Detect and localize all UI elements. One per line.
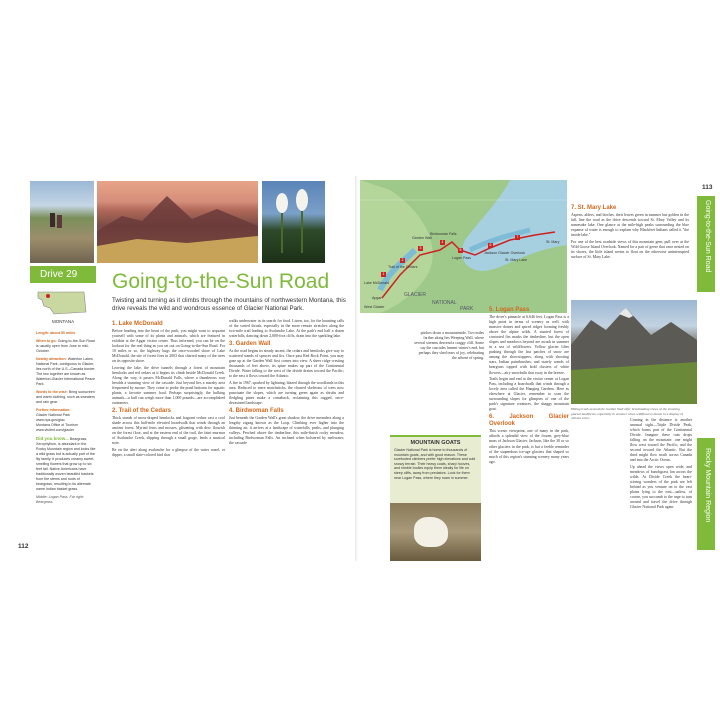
stop-5-heading: 5. Logan Pass — [489, 307, 530, 313]
right-column-3 — [571, 203, 689, 261]
map-label-apgar: Apgar — [372, 296, 382, 300]
stop-5-para-2: Trails begin and end at the visitor center at Logan Pass, including a boardwalk that winds through a lovely area called the Hanging Gardens. Here as elsewhere at Glacier, remember to scan the surrounding slopes for glimpses of one of the park's signature creatures, the shaggy mountain goat. — [489, 377, 569, 412]
right-column-1 — [414, 331, 484, 363]
stop-3-heading: 3. Garden Wall — [229, 341, 271, 348]
map-label-park: PARK — [460, 306, 474, 312]
map-label-st-mary-lake: St. Mary Lake — [505, 258, 528, 262]
map-label-trail-cedars: Trail of the Cedars — [388, 265, 418, 269]
stop-1-para-1: Before heading into the heart of the park, you might want to acquaint yourself with some of its plants and animals, which are featured in exhibits at the Apgar visitor center. Thus informed, you can be on the lookout for the real thing as you set out on Going-to-the-Sun Road. For 10 miles or so, the highway hugs the once-wooded shore of Lake McDonald, the site of forest fires in 2003 that charred many of the trees on its opposite shore. — [112, 329, 225, 364]
stop-2-heading: 2. Trail of the Cedars — [112, 408, 172, 415]
map-marker-5: 5 — [459, 248, 462, 252]
stop-1-para-2: Leaving the lake, the drive tunnels through a forest of mountain hemlocks and red cedars as it begins its climb beside McDonald Creek. Along the way, it passes McDonald Falls, where a thunderous roar heralds a stunning view of the cascade. Just beyond lies a marshy area frequented by moose. They come to probe the pond bottoms for aquatic plants, a favorite summer food. Perhaps surprisingly, the hulking animals—a bull can weigh more than 1,000 pounds—are accomplished swimmers. — [112, 365, 225, 406]
length-text: Length: about 50 miles — [36, 331, 76, 335]
right-column-4 — [630, 418, 692, 512]
goat-photo — [390, 503, 481, 561]
page-number-left: 112 — [18, 543, 29, 550]
map-label-logan-pass: Logan Pass — [452, 256, 471, 260]
map-label-national: NATIONAL — [432, 300, 457, 306]
goats-text: Glacier National Park is home to thousands of mountain goats, and with good reason. These surefooted climbers prefer high elevations and cold snowy terrain. Their heavy coats, sharp hooves, and nimble bodies equip them ideally for life on steep cliffs, away from predators. Look for them near Logan Pass, where they roam in summer. — [394, 448, 476, 480]
map-label-birdwoman: Birdwoman Falls — [430, 232, 457, 236]
map-label-lake-mcdonald: Lake McDonald — [364, 281, 389, 285]
stop-7-para-2: For one of the best roadside views of this mountain gem, pull over at the Wild Goose Island Overlook. Named for a pair of geese that once nested on its shores, the little island seems to float on the otherwise uninterrupted surface of St. Mary Lake. — [571, 239, 689, 259]
left-column-1 — [112, 319, 225, 460]
map-label-glacier: GLACIER — [404, 292, 426, 298]
stop-4-continued: pitches down a mountainside. Two miles farther along lies Weeping Wall, where several streams descend a craggy cliff. Some say the cascades lament winter's end, but perhaps they shed tears of joy, celebrating the advent of spring. — [414, 331, 484, 361]
stop-3-para-1: As the road begins its steady ascent, the cedars and hemlocks give way to scattered stands of spruces and firs. Once past Red Rock Point, you may gaze up at the Garden Wall first comes into view. A sheer ridge cresting thousands of feet above, its spine makes up part of the Continental Divide. Water falling to the west of the divide drains toward the Pacific; to the east it flows toward the Atlantic. — [229, 349, 344, 379]
did-you-know-heading: Did you know... — [36, 436, 69, 441]
side-tab-title-text: Going-to-the-Sun Road — [704, 200, 711, 273]
stop-2-para-2: Be on the alert along avalanche for a glimpse of the water ouzel, or dipper, a small slate-colored bird that — [112, 447, 225, 458]
intro-text: Twisting and turning as it climbs through the mountains of northwestern Montana, this drive reveals the wild and wondrous essence of Glacier National Park. — [112, 297, 346, 312]
info-text-2: Montana Office of Tourism www.visitmt.com/glacier — [36, 423, 78, 432]
page-title: Going-to-the-Sun Road — [112, 270, 330, 293]
photo-beargrass — [262, 181, 325, 263]
stop-4-para-1: Just beneath the Garden Wall's great shadow, the drive meanders along a lengthy zigzag known as the Loop. Climbing ever higher into the thinning air, it arrives at a landscape of waterfalls, peaks, and plunging valleys. Perched above the timberline, this mile-finish rocky meadow, including Birdwoman Falls. An inclined when bolstered by meltwater, the cascade — [229, 416, 344, 446]
nearby-label: Nearby attraction: — [36, 357, 67, 361]
map-label-garden-wall: Garden Wall — [412, 236, 432, 240]
sidebar — [36, 331, 96, 508]
route-map — [360, 180, 567, 313]
nearby-text: Waterton Lakes National Park, contiguous to Glacier, lies north of the U.S.–Canada border. The two together are known as Waterton-Glacier International Peace Park. — [36, 357, 96, 386]
side-tab-region-text: Rocky Mountain Region — [704, 448, 711, 523]
meadow-caption: Hiking trails around the Garden Wall offer breathtaking views of the stunning glacial landforms, especially in summer when wildflowers bloom in a display of vibrant color. — [571, 407, 683, 421]
mountain-goats-box — [390, 435, 481, 561]
stop-7-heading: 7. St. Mary Lake — [571, 205, 617, 211]
map-label-jackson: Jackson Glacier Overlook — [484, 251, 525, 255]
stop-4-heading: 4. Birdwoman Falls — [229, 408, 284, 415]
side-tab-title — [697, 196, 715, 292]
info-label: Further information: — [36, 408, 71, 412]
map-marker-7: 7 — [516, 235, 519, 239]
map-marker-6: 6 — [489, 243, 492, 247]
map-marker-3: 3 — [419, 246, 422, 250]
col4-para-1: Craning in the distance is another unusual sight—Triple Divide Peak, which forms part of the Continental Divide. Imagine these rain drops falling on the mountain: one might flow west toward the Pacific, and the second toward the Atlantic. But the third might flow north across Canada and into the Arctic Ocean. — [630, 418, 692, 463]
photo-trail — [30, 181, 94, 263]
photo-mountain-meadow — [571, 300, 697, 404]
col2-para-1: walks underwater in its search for food. Listen, too, for the haunting calls of the varied thrush, especially in the more remote stretches along the two-mile trail leading to Avalanche Lake. At the path's end half a dozen waterfalls, dancing down 2,000-foot cliffs, drain into the sparkling lake. — [229, 319, 344, 339]
col4-para-2: Up ahead the views open wide, and meadows of bunchgrass fan across the wilds. At Divide Creek the heart-stirring wonders of the park are left behind as you venture on to the vast plains lying to the east—unless, of course, you succumb to the urge to turn around and travel the drive through Glacier National Park again. — [630, 464, 692, 510]
stop-3-para-2: A fire in 1967, sparked by lightning, blazed through the woodlands in this area. Reduced to mere matchsticks, the charred skeletons of trees now punctuate the slopes, which are turning green again as shrubs and fledgling pines make a comeback, reclaiming this rugged, once-devastated landscape. — [229, 380, 344, 406]
drive-number-tab: Drive 29 — [30, 266, 96, 283]
map-label-west-glacier: West Glacier — [364, 305, 385, 309]
photo-caption: Middle: Logan Pass. Far right: Beargrass. — [36, 495, 84, 504]
montana-locator-map — [36, 290, 88, 316]
info-text: Glacier National Park www.nps.gov/glac — [36, 413, 70, 422]
goats-title: MOUNTAIN GOATS — [410, 440, 461, 446]
words-label: Words to the wise: — [36, 390, 68, 394]
stop-6-heading: 6. Jackson Glacier Overlook — [489, 414, 569, 428]
photo-logan-pass — [97, 181, 258, 263]
did-you-know-text: Beargrass, Xerophyllum, is abundant in the Rocky Mountain region and looks like a wild grass but is actually part of the lily family. It produces creamy sweet-smelling flowers that grow up to six feet tall. Native Americans have traditionally woven beautiful baskets from the stems and roots of beargrass, resulting in its alternate name Indian basket grass. — [36, 437, 96, 491]
stop-1-heading: 1. Lake McDonald — [112, 321, 163, 327]
map-marker-2: 2 — [401, 258, 404, 262]
map-marker-1: 1 — [382, 272, 385, 276]
left-column-2 — [229, 319, 344, 448]
stop-5-para-1: The drive's pinnacle at 6,646 feet, Logan Pass is a high point in terms of scenery as well, with massive domes and spired ridges looming freshly above the alpine wilds. A stunted forest of contorted firs marks the timberline, but the open slopes and meadows beyond are awash in summer in a sea of wildflowers. Yellow glacier lilies pushing through the last patches of snow are among the showstoppers, along with shooting stars, Indian paintbrushes, and stately wands of beargrass topped with bold clusters of white flowers—airy snowballs that sway in the breeze. — [489, 315, 569, 375]
map-marker-4: 4 — [441, 240, 444, 244]
stop-6-para-1: This scenic viewpoint, one of many in the park, affords a splendid view of the frozen, grey-blue mass of Jackson Glacier. Jackson, like the 30 or so other glaciers in the park, is but a feeble reminder of the stupendous ice-age glaciers that shaped so much of this region's stunning scenery many years ago. — [489, 429, 569, 464]
map-label-st-mary: St. Mary — [546, 240, 560, 244]
right-column-2 — [489, 305, 569, 466]
side-tab-region — [697, 438, 715, 550]
stop-2-para-1: Thick stands of moss-draped hemlocks and fragrant cedars cast a cool shade across this half-mile elevated boardwalk that winds through an ancient forest. Myriad ferns and mosses, glistening with dew, flourish on the forest floor, and at the eastern end of the trail, the faint murmur of Avalanche Creek, slipping through a small gorge, lends a musical note. — [112, 416, 225, 446]
stop-7-para-1: Aspens, alders, and birches, their leaves green in summer but golden in the fall, line the road as the drive descends toward St. Mary Valley and its namesake lake. One glance at the mile-high peaks surrounding the blue expanse of water is enough to explain why Blackfeet Indians called it "the inside lake." — [571, 213, 689, 238]
page-number-right: 113 — [702, 184, 713, 191]
when-label: When to go: — [36, 339, 57, 343]
when-text: Going-to-the-Sun Road is usually open from June to mid-October. — [36, 339, 95, 353]
words-text: Bring sunscreen and warm clothing, such as sweaters and rain gear. — [36, 390, 95, 404]
state-label: MONTANA — [52, 319, 75, 324]
